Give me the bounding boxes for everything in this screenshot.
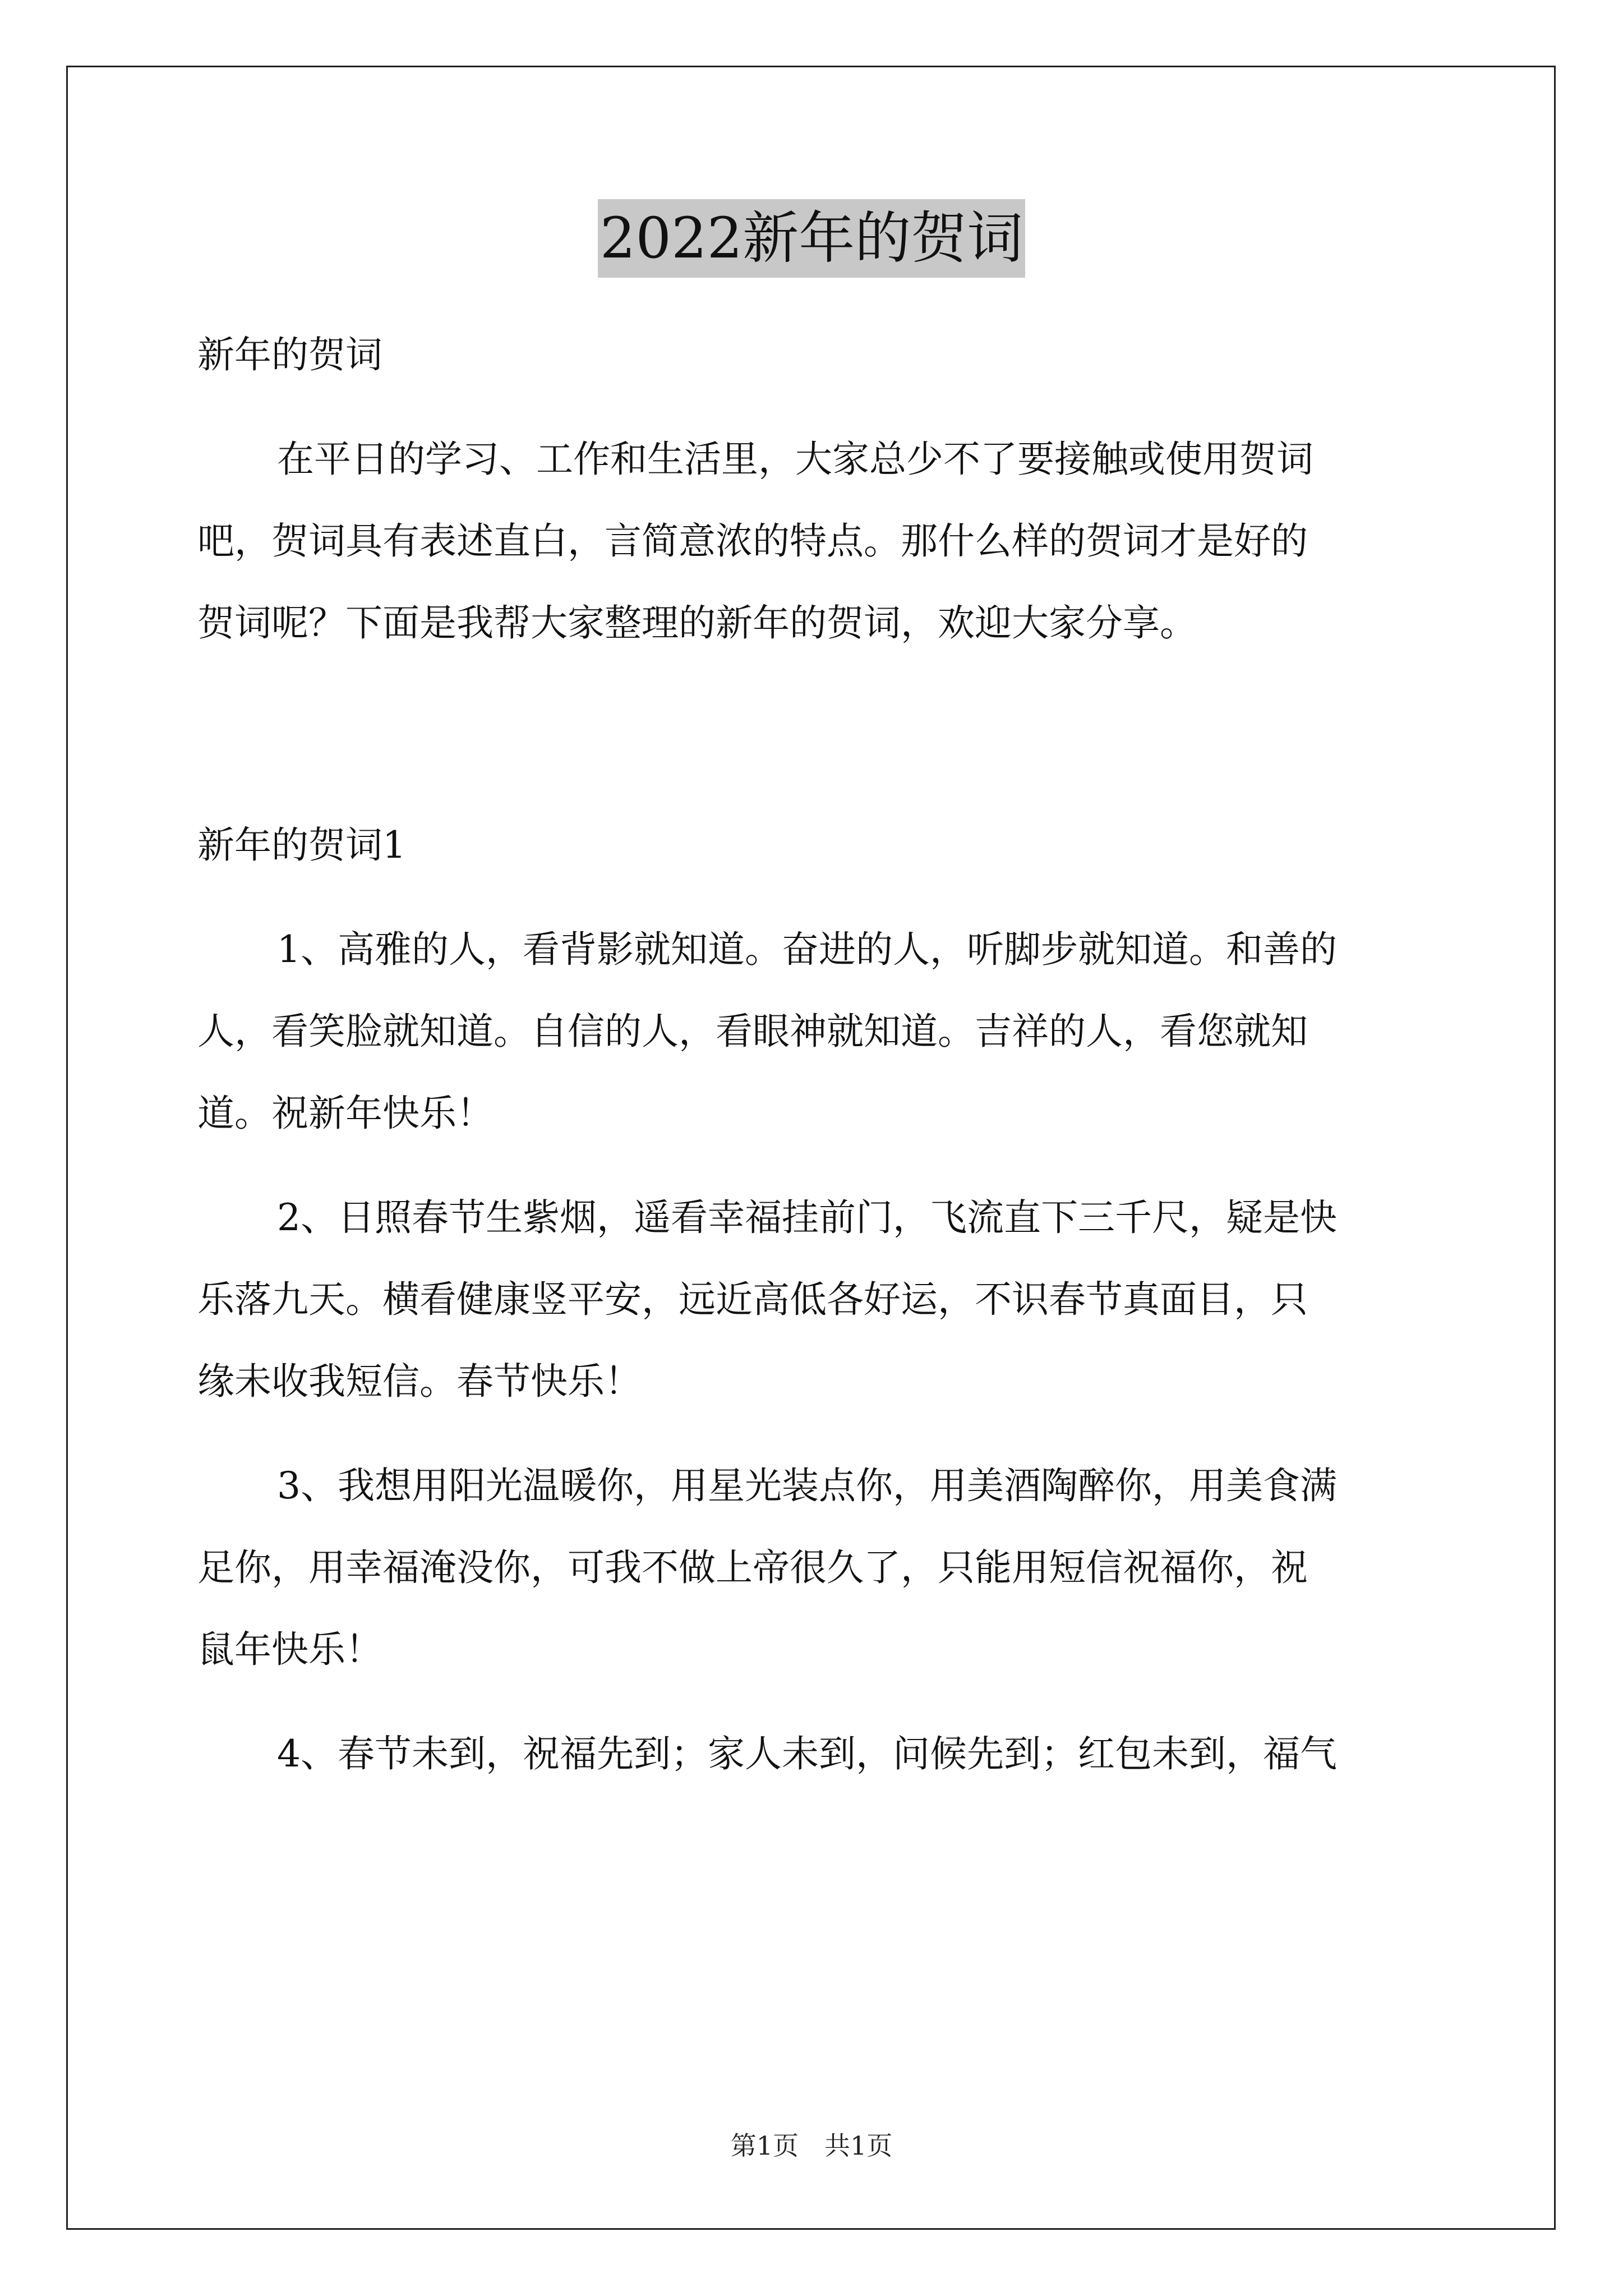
paragraph-line: 3、我想用阳光温暖你，用星光装点你，用美酒陶醉你，用美食满 <box>277 1464 1337 1507</box>
greeting-item-4 <box>197 1713 1426 1795</box>
section-heading: 新年的贺词1 <box>197 823 406 867</box>
paragraph-line: 贺词呢？下面是我帮大家整理的新年的贺词，欢迎大家分享。 <box>197 601 1197 645</box>
paragraph-line: 1、高雅的人，看背影就知道。奋进的人，听脚步就知道。和善的 <box>277 928 1337 971</box>
paragraph-line: 吧，贺词具有表述直白，言简意浓的特点。那什么样的贺词才是好的 <box>197 519 1308 563</box>
document-title: 2022新年的贺词 <box>598 199 1026 278</box>
paragraph-line: 缘未收我短信。春节快乐！ <box>197 1360 642 1403</box>
paragraph-line: 道。祝新年快乐！ <box>197 1092 494 1135</box>
greeting-item-2 <box>197 1177 1426 1423</box>
intro-paragraph <box>197 418 1426 664</box>
document-body <box>197 314 1426 1818</box>
paragraph-line: 乐落九天。横看健康竖平安，远近高低各好运，不识春节真面目，只 <box>197 1278 1308 1321</box>
page-footer: 第1页 共1页 <box>730 2131 893 2161</box>
paragraph-line: 在平日的学习、工作和生活里，大家总少不了要接触或使用贺词 <box>277 438 1313 481</box>
paragraph-line: 足你，用幸福淹没你，可我不做上帝很久了，只能用短信祝福你，祝 <box>197 1546 1308 1589</box>
greeting-item-3 <box>197 1445 1426 1691</box>
paragraph-line: 4、春节未到，祝福先到；家人未到，问候先到；红包未到，福气 <box>277 1732 1337 1775</box>
subtitle: 新年的贺词 <box>197 333 382 376</box>
title-container <box>0 199 1623 278</box>
greeting-item-1 <box>197 909 1426 1154</box>
paragraph-line: 人，看笑脸就知道。自信的人，看眼神就知道。吉祥的人，看您就知 <box>197 1010 1308 1053</box>
paragraph-line: 2、日照春节生紫烟，遥看幸福挂前门，飞流直下三千尺，疑是快 <box>277 1196 1337 1239</box>
paragraph-line: 鼠年快乐！ <box>197 1628 382 1671</box>
